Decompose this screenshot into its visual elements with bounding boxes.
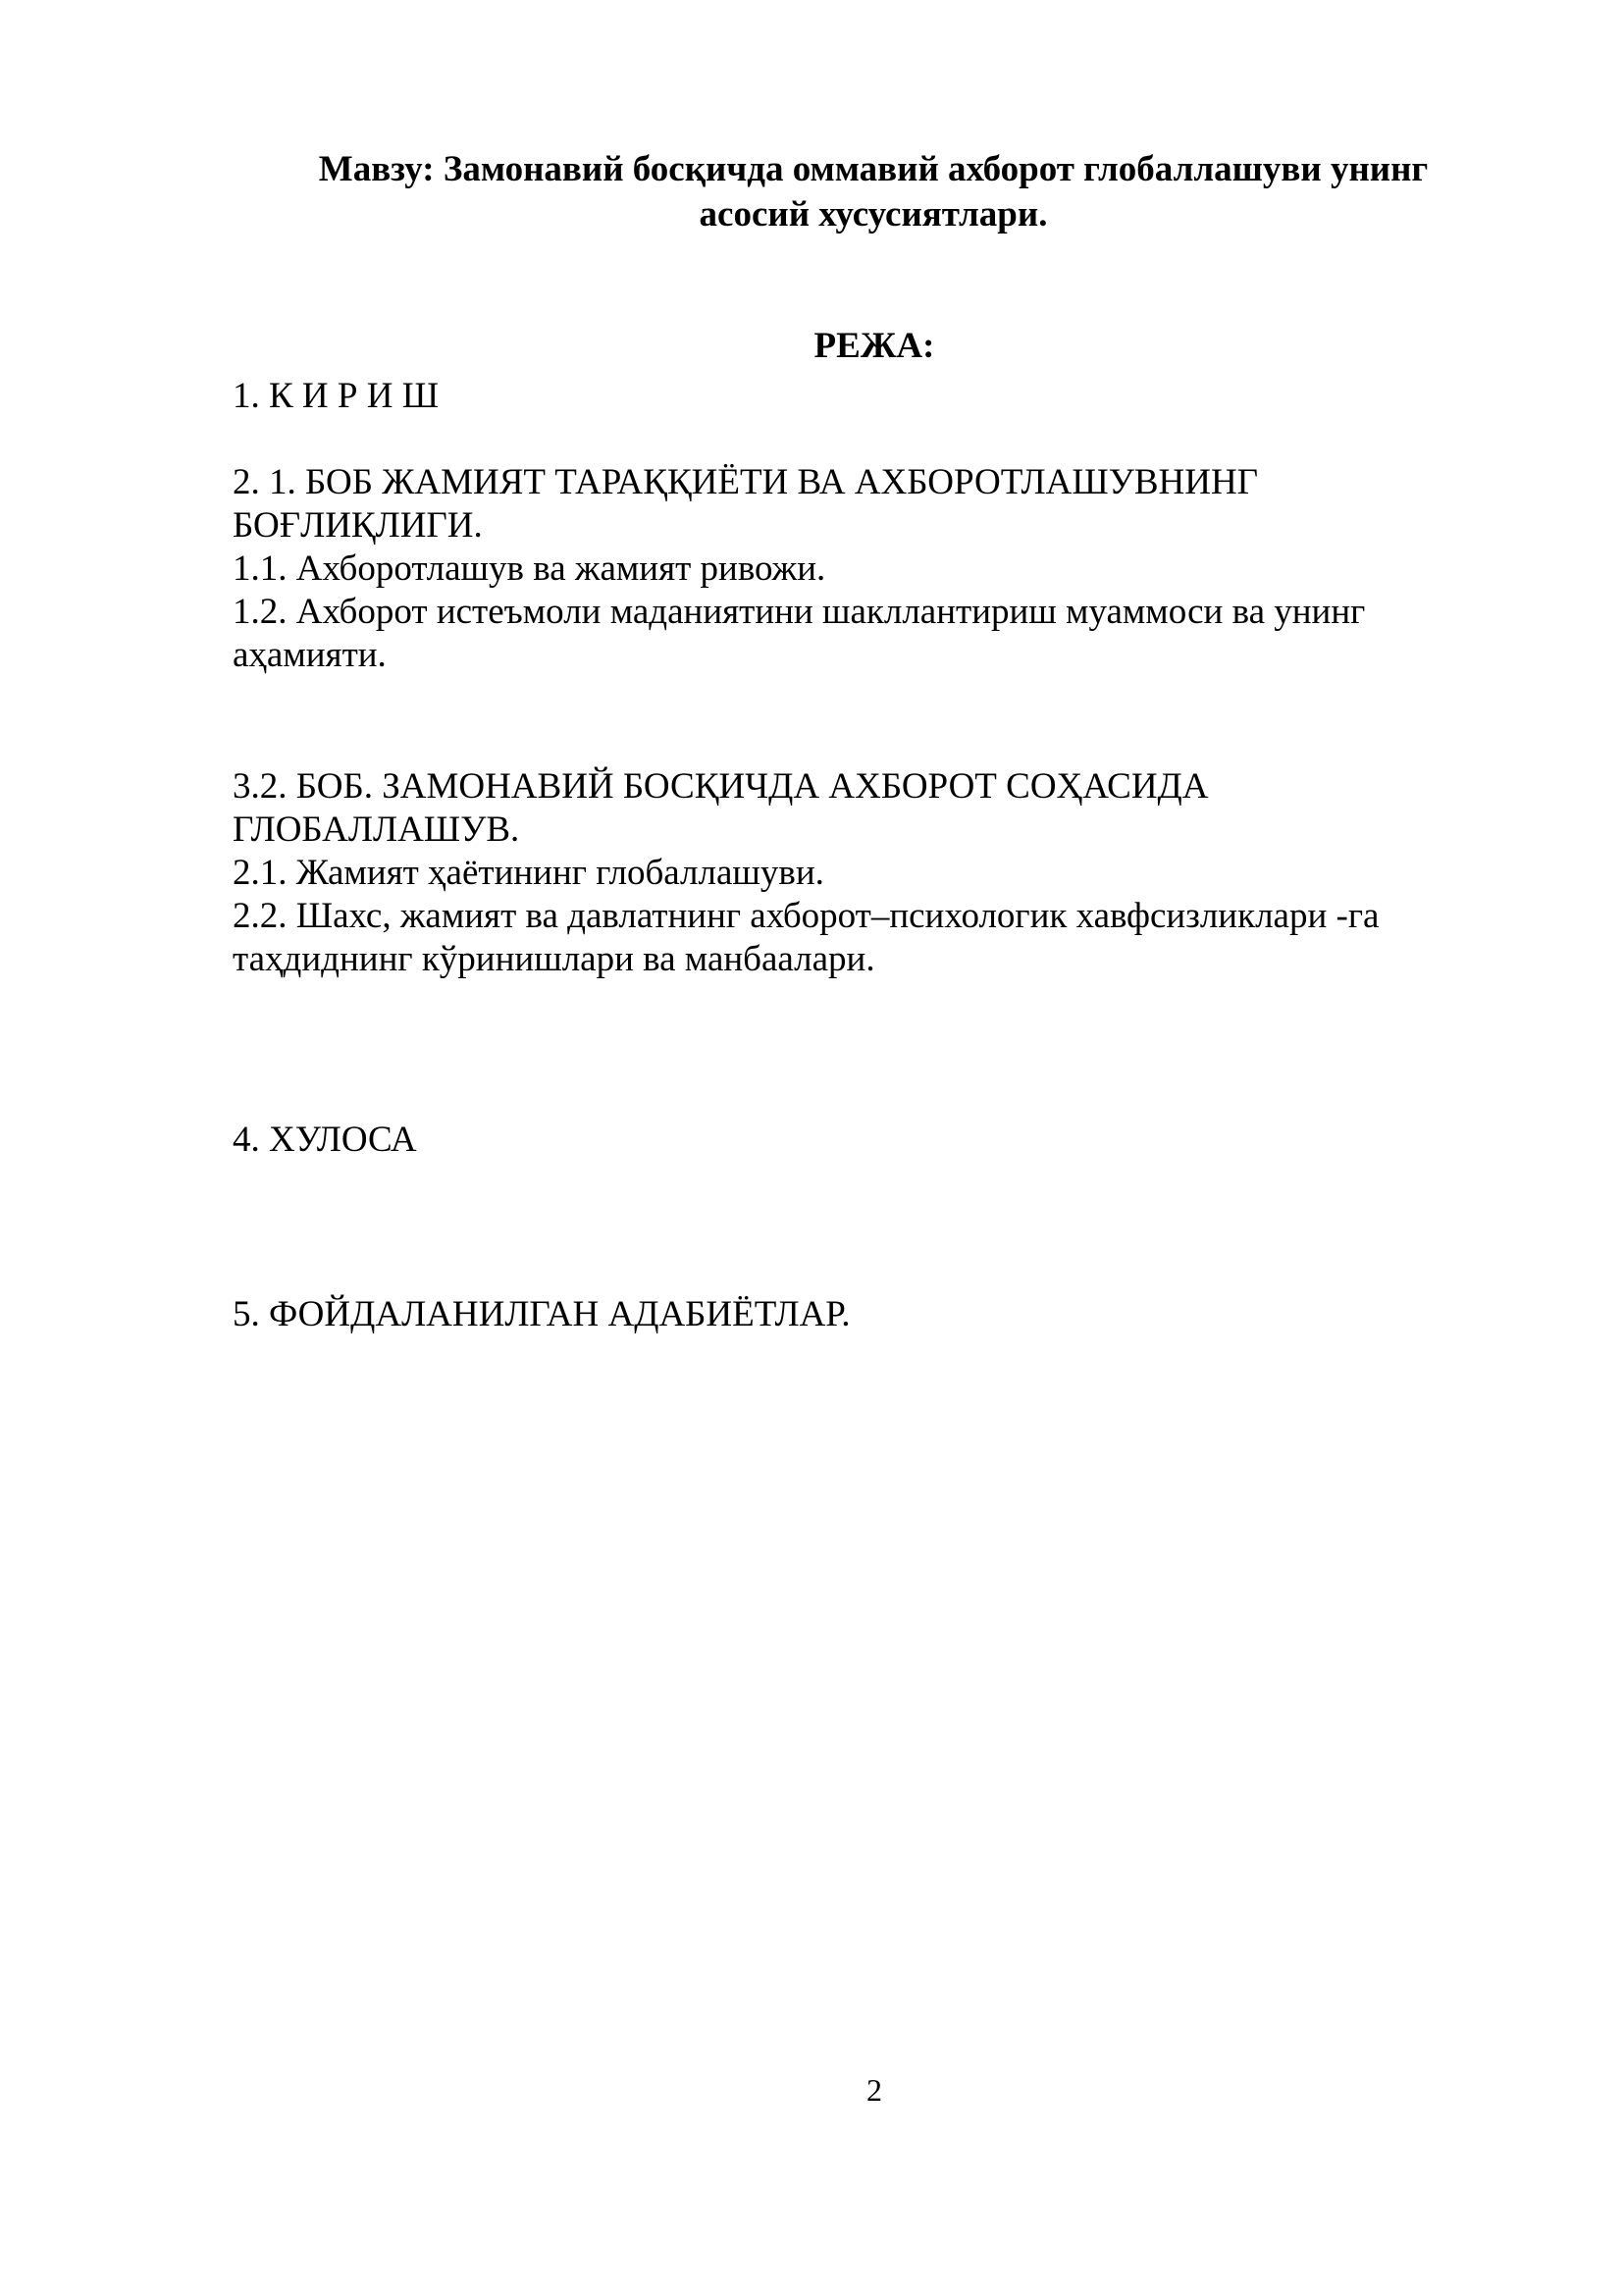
title-line-1: Мавзу: Замонавий босқичда оммавий ахборот глобаллашуви унинг [318,149,1429,189]
plan-item-section-2-2-line1: 2.2. Шахс, жамият ва давлатнинг ахборот–психологик хавфсизликлари -га [233,896,1380,936]
document-title [236,147,1511,237]
plan-item-references: 5. ФОЙДАЛАНИЛГАН АДАБИЁТЛАР. [233,1294,851,1334]
title-line-2: асосий хусусиятлари. [699,194,1048,235]
page-number: 2 [866,2072,882,2108]
plan-item-section-2-2-line2: таҳдиднинг кўринишлари ва манбаалари. [233,939,875,979]
plan-item-section-2-1: 2.1. Жамият ҳаётининг глобаллашуви. [233,853,824,893]
plan-item-conclusion: 4. ХУЛОСА [233,1120,417,1160]
plan-item-chapter1-line1: 2. 1. БОБ ЖАМИЯТ ТАРАҚҚИЁТИ ВА АХБОРОТЛАШУВНИНГ [233,462,1259,502]
plan-item-section-1-2-line2: аҳамияти. [233,635,387,675]
plan-item-intro: 1. К И Р И Ш [233,376,440,416]
plan-item-chapter1-line2: БОҒЛИҚЛИГИ. [233,505,483,546]
plan-item-section-1-1: 1.1. Ахборотлашув ва жамият ривожи. [233,548,826,589]
plan-item-section-1-2-line1: 1.2. Ахборот истеъмоли маданиятини шакллантириш муаммоси ва унинг [233,592,1366,632]
plan-item-chapter2-line1: 3.2. БОБ. ЗАМОНАВИЙ БОСҚИЧДА АХБОРОТ СОҲАСИДА [233,766,1209,807]
plan-item-chapter2-line2: ГЛОБАЛЛАШУВ. [233,809,520,850]
plan-heading: РЕЖА: [813,326,935,366]
